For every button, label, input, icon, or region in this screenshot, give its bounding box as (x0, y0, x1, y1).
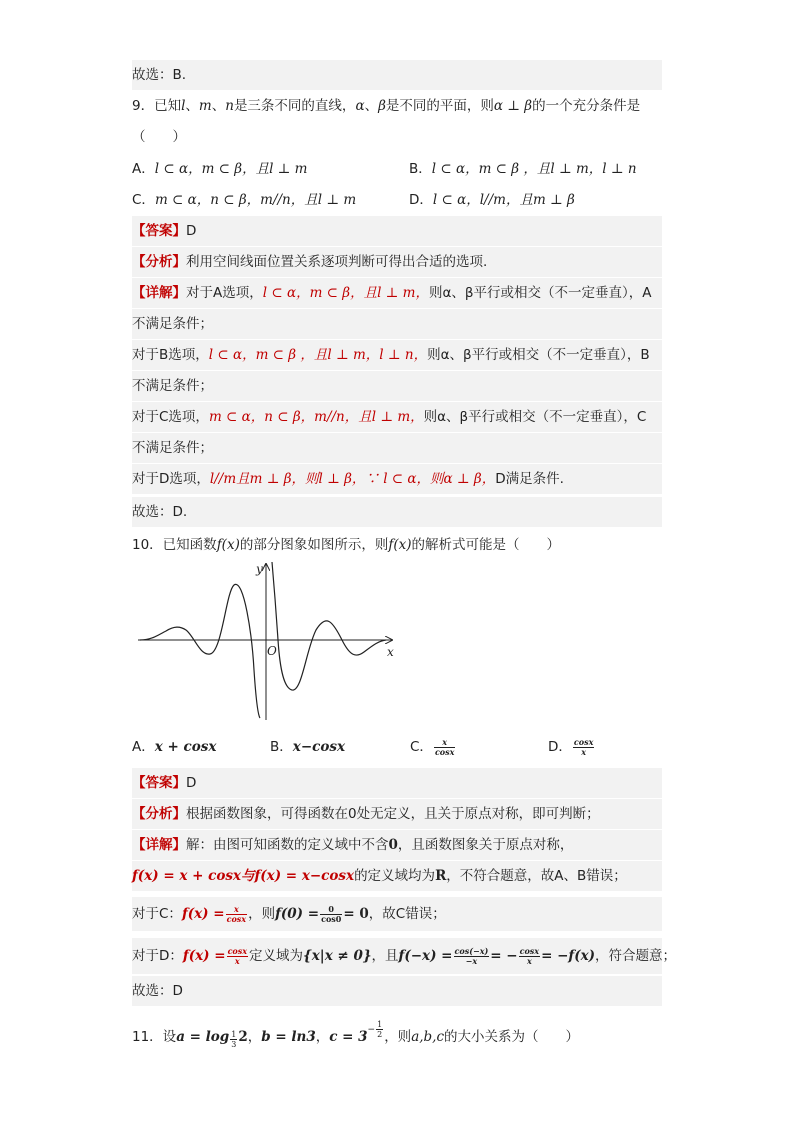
q10-option-d: D． $\frac{\cos x}{x}$ (548, 736, 594, 757)
curve-right-branch (272, 562, 386, 690)
q9-option-d: D．l ⊂ α，l//m，且m ⊥ β (409, 192, 575, 208)
q10-conclusion: 故选：D (132, 976, 662, 1006)
fraction: $\frac{\cos x}{x}$ (227, 945, 248, 966)
q10-analysis: 【分析】根据函数图象，可得函数在0处无定义，且关于原点对称，即可判断； (132, 799, 662, 829)
q9-detail-a-cont: 不满足条件； (132, 309, 662, 339)
q9-detail-d: 对于D选项，l//m且m ⊥ β，则l ⊥ β，∵ l ⊂ α，则α ⊥ β，D满足条件. (132, 464, 662, 494)
q9-detail-b-cont: 不满足条件； (132, 371, 662, 401)
q10-detail-4: 对于D：f(x) = $\frac{\cos x}{x}$ 定义域为{x|x ≠ 0}，且f(−x) = $\frac{\cos(-x)}{-x}$ = − $\frac{\cos x}{x}$ = −f(x)，符合题意； (132, 938, 662, 974)
fraction: $\frac{0}{\cos 0}$ (321, 903, 342, 924)
q9-option-b: B．l ⊂ α，m ⊂ β ，且l ⊥ m，l ⊥ n (409, 161, 637, 177)
origin-label: O (267, 644, 277, 658)
q11-stem: 11．设a = log $_{\frac{1}{3}}$ 2，b = ln3，$c = 3^{- \frac{1}{2}}$ ，则a,b,c的大小关系为（ ） (132, 1013, 662, 1047)
x-axis-label: x (387, 645, 394, 659)
q9-analysis: 【分析】利用空间线面位置关系逐项判断可得出合适的选项. (132, 247, 662, 277)
fraction: $\frac{\cos x}{x}$ (519, 945, 540, 966)
q9-option-c: C．m ⊂ α，n ⊂ β，m//n，且l ⊥ m (132, 192, 357, 208)
q9-detail-b: 对于B选项，l ⊂ α，m ⊂ β ，且l ⊥ m，l ⊥ n，则α、β平行或相交（不一定垂直），B (132, 340, 662, 370)
q10-option-c: C． $\frac{x}{\cos x}$ (410, 736, 455, 757)
function-graph (136, 560, 398, 724)
q9-option-a: A．l ⊂ α，m ⊂ β，且l ⊥ m (132, 161, 308, 177)
fraction: $\frac{1}{2}$ (377, 1020, 383, 1039)
log-base: 1 3 (231, 1030, 237, 1049)
y-axis-label: y (256, 562, 263, 576)
fraction: $\frac{\cos x}{x}$ (573, 736, 594, 757)
exponent: − 1 2 (367, 1020, 383, 1039)
q8-conclusion: 故选：B. (132, 60, 662, 90)
fraction: $\frac{x}{\cos x}$ (434, 736, 455, 757)
q10-stem: 10．已知函数f(x)的部分图象如图所示，则f(x)的解析式可能是（ ） (132, 537, 560, 553)
q9-paren: （ ） (132, 129, 186, 145)
q10-option-a: A．x + cosx (132, 739, 217, 755)
q9-answer: 【答案】D (132, 216, 662, 246)
fraction: $\frac{x}{\cos x}$ (226, 903, 247, 924)
q10-option-b: B．x−cosx (270, 739, 345, 755)
q10-answer: 【答案】D (132, 768, 662, 798)
curve-left-branch (140, 584, 260, 718)
q10-detail-2: f(x) = x + cosx与f(x) = x−cosx的定义域均为R，不符合题意，故A、B错误； (132, 861, 662, 891)
q9-detail-c: 对于C选项，m ⊂ α，n ⊂ β，m//n，且l ⊥ m，则α、β平行或相交（不一定垂直），C (132, 402, 662, 432)
q9-conclusion: 故选：D. (132, 497, 662, 527)
q9-stem: 9．已知l、m、n是三条不同的直线，α、β是不同的平面，则α ⊥ β的一个充分条件是 (132, 98, 641, 114)
q9-detail-c-cont: 不满足条件； (132, 433, 662, 463)
q9-detail-a: 【详解】对于A选项，l ⊂ α，m ⊂ β，且l ⊥ m，则α、β平行或相交（不一定垂直），A (132, 278, 662, 308)
fraction: $\frac{\cos(-x)}{-x}$ (454, 945, 489, 966)
q10-detail-1: 【详解】解：由图可知函数的定义域中不含0，且函数图象关于原点对称， (132, 830, 662, 860)
q10-detail-3: 对于C：f(x) = $\frac{x}{\cos x}$ ，则f(0) = $\frac{0}{\cos 0}$ = 0，故C错误； (132, 897, 662, 931)
